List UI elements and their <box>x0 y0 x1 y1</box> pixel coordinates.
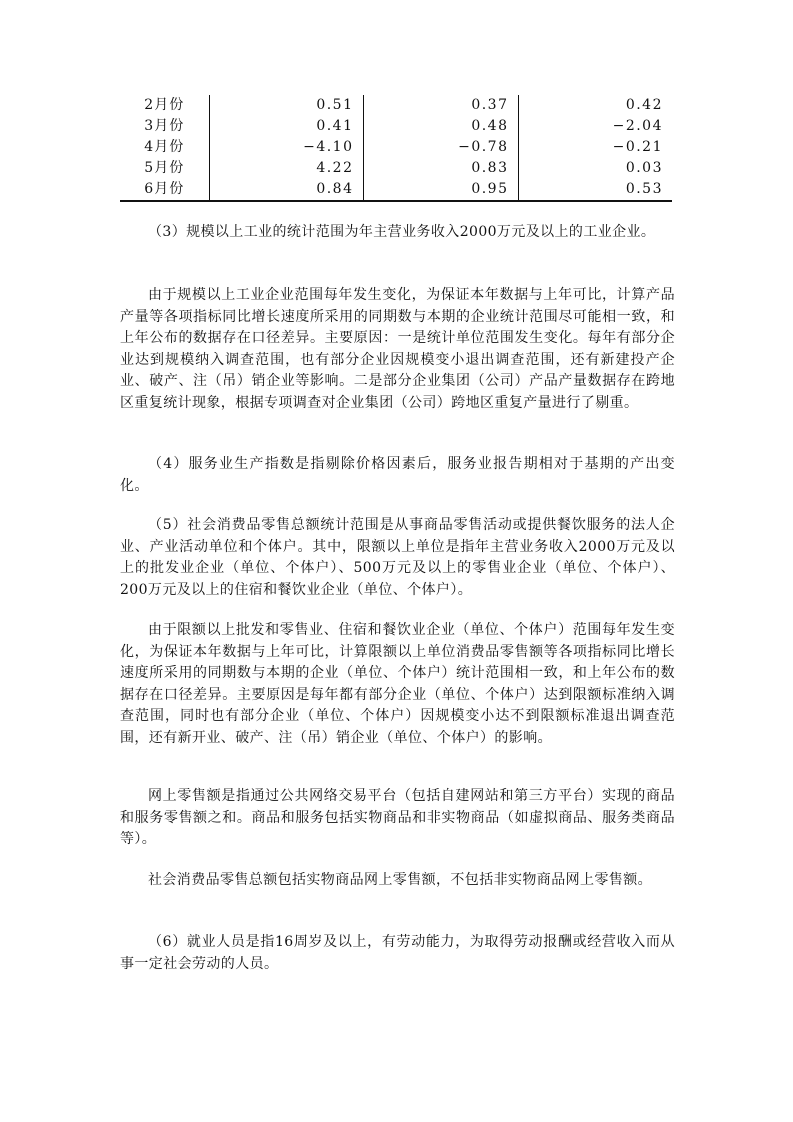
note-5-retail-scope: （5）社会消费品零售总额统计范围是从事商品零售活动或提供餐饮服务的法人企业、产业活动单位和个体户。其中，限额以上单位是指年主营业务收入2000万元及以上的批发业企业（单位、个体户）、500万元及以上的零售业企业（单位、个体户）、200万元及以上的住宿和餐饮业企业（单位、个体户）。 <box>120 517 675 598</box>
online-retail-definition: 网上零售额是指通过公共网络交易平台（包括自建网站和第三方平台）实现的商品和服务零售额之和。商品和服务包括实物商品和非实物商品（如虚拟商品、服务类商品等）。 <box>120 788 675 847</box>
table-cell: 0.42 <box>518 95 672 116</box>
table-cell: 4.22 <box>209 158 363 179</box>
note-4-service-index: （4）服务业生产指数是指剔除价格因素后，服务业报告期相对于基期的产出变化。 <box>120 456 675 494</box>
note-3-industrial-scope: （3）规模以上工业的统计范围为年主营业务收入2000万元及以上的工业企业。 <box>148 224 656 240</box>
table-row <box>120 158 672 179</box>
table-row <box>120 116 672 137</box>
row-label: 5月份 <box>144 160 185 176</box>
table-cell: 0.41 <box>209 116 363 137</box>
table-cell: 0.51 <box>209 95 363 116</box>
industrial-scope-explanation: 由于规模以上工业企业范围每年发生变化，为保证本年数据与上年可比，计算产品产量等各项指标同比增长速度所采用的同期数与本期的企业统计范围尽可能相一致，和上年公布的数据存在口径差异。主要原因：一是统计单位范围发生变化。每年有部分企业达到规模纳入调查范围，也有部分企业因规模变小退出调查范围，还有新建投产企业、破产、注（吊）销企业等影响。二是部分企业集团（公司）产品产量数据存在跨地区重复统计现象，根据专项调查对企业集团（公司）跨地区重复产量进行了剔重。 <box>120 287 675 411</box>
table-cell: −0.21 <box>518 137 672 158</box>
table-row <box>120 137 672 158</box>
row-label: 3月份 <box>144 118 185 134</box>
row-label: 2月份 <box>144 97 185 113</box>
table-cell: −2.04 <box>518 116 672 137</box>
table-cell: 0.03 <box>518 158 672 179</box>
table-row <box>120 95 672 116</box>
row-label: 6月份 <box>120 179 209 201</box>
retail-total-online-note: 社会消费品零售总额包括实物商品网上零售额，不包括非实物商品网上零售额。 <box>148 872 652 888</box>
monthly-data-table <box>120 95 672 202</box>
table-cell: 0.48 <box>363 116 518 137</box>
table-cell: −0.78 <box>363 137 518 158</box>
row-label: 4月份 <box>144 139 185 155</box>
table-cell: 0.84 <box>209 179 363 201</box>
table-row <box>120 179 672 201</box>
table-cell: 0.53 <box>518 179 672 201</box>
note-6-employment: （6）就业人员是指16周岁及以上，有劳动能力，为取得劳动报酬或经营收入而从事一定社会劳动的人员。 <box>120 934 675 972</box>
retail-scope-explanation: 由于限额以上批发和零售业、住宿和餐饮业企业（单位、个体户）范围每年发生变化，为保证本年数据与上年可比，计算限额以上单位消费品零售额等各项指标同比增长速度所采用的同期数与本期的企业（单位、个体户）统计范围相一致，和上年公布的数据存在口径差异。主要原因是每年都有部分企业（单位、个体户）达到限额标准纳入调查范围，同时也有部分企业（单位、个体户）因规模变小达不到限额标准退出调查范围，还有新开业、破产、注（吊）销企业（单位、个体户）的影响。 <box>120 622 675 746</box>
table-cell: 0.83 <box>363 158 518 179</box>
table-cell: 0.37 <box>363 95 518 116</box>
table-cell: −4.10 <box>209 137 363 158</box>
table-cell: 0.95 <box>363 179 518 201</box>
